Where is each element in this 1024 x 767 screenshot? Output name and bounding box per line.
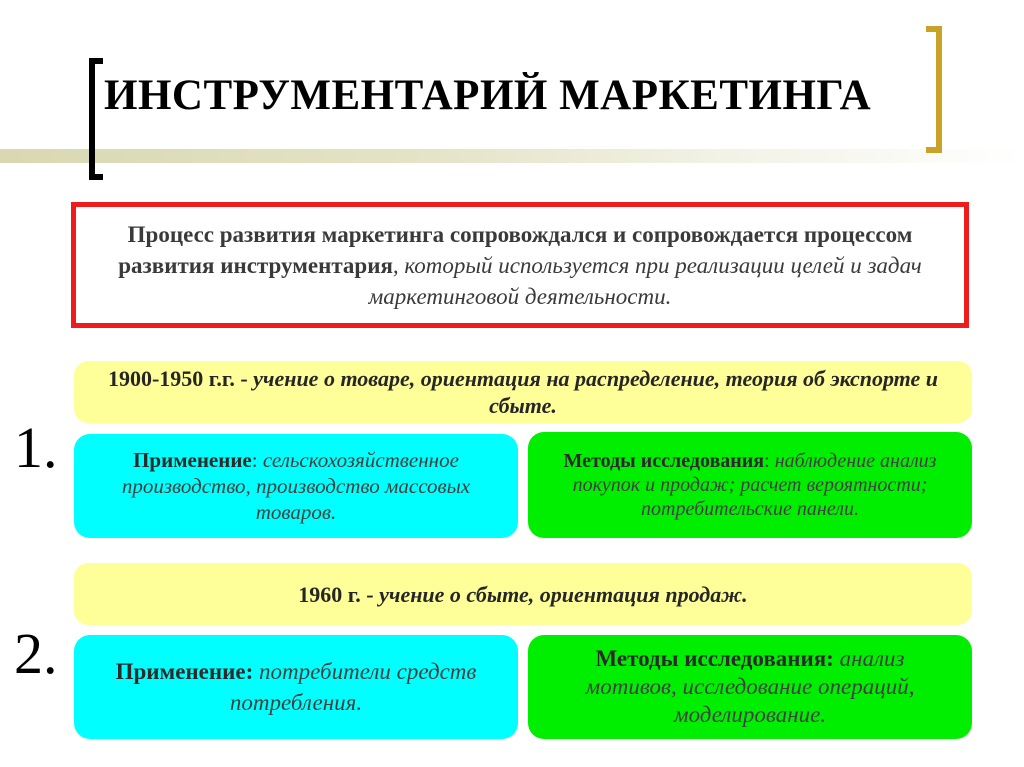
stage-2-methods-card: Методы исследования: анализ мотивов, исследование операций, моделирование. — [528, 635, 972, 739]
stage-2-period: 1960 г. - учение о сбыте, ориентация продаж. — [74, 563, 972, 625]
stage-1-application-card: Применение: сельскохозяйственное производство, производство массовых товаров. — [74, 434, 518, 538]
left-bracket-decoration — [89, 58, 103, 180]
title-accent-line — [0, 149, 1024, 163]
intro-bold: Процесс развития маркетинга сопровождался и сопровождается процессом развития инструментария — [118, 221, 913, 278]
stage-1-number: 1. — [14, 415, 58, 480]
intro-text — [96, 219, 944, 312]
stage-2-application-card: Применение: потребители средств потребления. — [74, 635, 518, 739]
right-bracket-decoration — [926, 26, 942, 153]
stage-2-number: 2. — [14, 621, 58, 686]
stage-1-methods-card: Методы исследования: наблюдение анализ покупок и продаж; расчет вероятности; потребительские панели. — [528, 432, 972, 538]
intro-box — [71, 202, 969, 328]
slide-title: ИНСТРУМЕНТАРИЙ МАРКЕТИНГА — [104, 72, 872, 119]
stage-1-period: 1900-1950 г.г. - учение о товаре, ориентация на распределение, теория об экспорте и сбыте. — [74, 361, 972, 423]
intro-italic: , который используется при реализации целей и задач маркетинговой деятельности. — [368, 252, 922, 309]
